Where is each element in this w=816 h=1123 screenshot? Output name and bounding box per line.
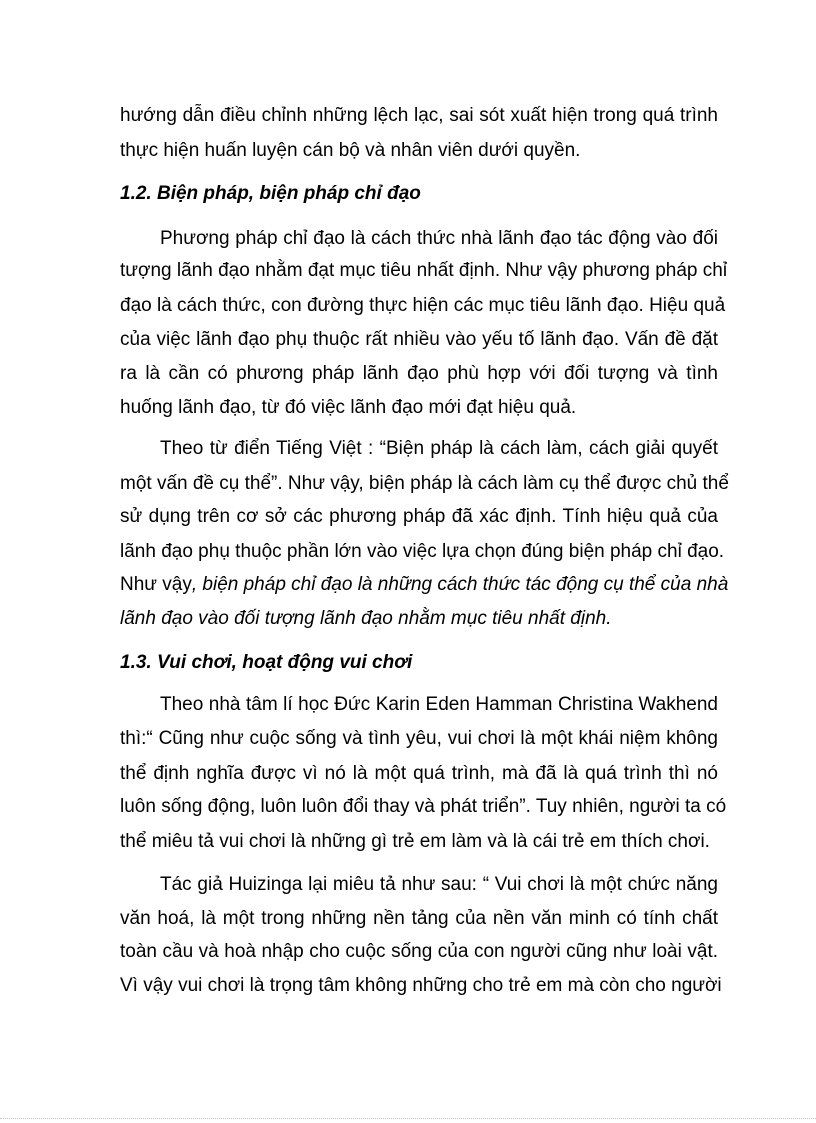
section-heading-1-3: 1.3. Vui chơi, hoạt động vui chơi [120, 652, 413, 673]
body-line: huống lãnh đạo, từ đó việc lãnh đạo mới đạt hiệu quả. [120, 397, 577, 418]
body-line: văn hoá, là một trong những nền tảng của nền văn minh có tính chất [120, 908, 718, 929]
body-line: tượng lãnh đạo nhằm đạt mục tiêu nhất định. Như vậy phương pháp chỉ [120, 260, 728, 281]
page-bottom-divider [0, 1118, 816, 1119]
section-heading-1-2: 1.2. Biện pháp, biện pháp chỉ đạo [120, 183, 421, 204]
body-line: thực hiện huấn luyện cán bộ và nhân viên dưới quyền. [120, 140, 581, 161]
body-line: Phương pháp chỉ đạo là cách thức nhà lãnh đạo tác động vào đối [160, 228, 718, 249]
body-line: lãnh đạo phụ thuộc phần lớn vào việc lựa chọn đúng biện pháp chỉ đạo. [120, 541, 725, 562]
body-line: sử dụng trên cơ sở các phương pháp đã xác định. Tính hiệu quả của [120, 506, 718, 527]
body-line: luôn sống động, luôn luôn đổi thay và phát triển”. Tuy nhiên, người ta có [120, 796, 727, 817]
body-line: Tác giả Huizinga lại miêu tả như sau: “ Vui chơi là một chức năng [160, 874, 718, 895]
body-line: Theo từ điển Tiếng Việt : “Biện pháp là cách làm, cách giải quyết [160, 438, 718, 459]
body-line-italic: lãnh đạo vào đối tượng lãnh đạo nhằm mục tiêu nhất định. [120, 608, 612, 629]
body-line: ra là cần có phương pháp lãnh đạo phù hợp với đối tượng và tình [120, 363, 718, 384]
body-line: thể định nghĩa được vì nó là một quá trình, mà đã là quá trình thì nó [120, 763, 718, 784]
body-line: Vì vậy vui chơi là trọng tâm không những cho trẻ em mà còn cho người [120, 975, 722, 996]
body-line: thì:“ Cũng như cuộc sống và tình yêu, vui chơi là một khái niệm không [120, 728, 718, 749]
body-line: đạo là cách thức, con đường thực hiện các mục tiêu lãnh đạo. Hiệu quả [120, 295, 726, 316]
text-plain: Như vậy [120, 574, 192, 595]
body-line: của việc lãnh đạo phụ thuộc rất nhiều vào yếu tố lãnh đạo. Vấn đề đặt [120, 329, 718, 350]
body-line: một vấn đề cụ thể”. Như vậy, biện pháp là cách làm cụ thể được chủ thể [120, 473, 729, 494]
body-line-mixed [120, 573, 729, 597]
body-line: thể miêu tả vui chơi là những gì trẻ em làm và là cái trẻ em thích chơi. [120, 831, 710, 852]
body-line: hướng dẫn điều chỉnh những lệch lạc, sai sót xuất hiện trong quá trình [120, 105, 718, 126]
text-italic-emphasis: , biện pháp chỉ đạo là những cách thức tác động cụ thể của nhà [191, 574, 729, 595]
body-line: Theo nhà tâm lí học Đức Karin Eden Hamman Christina Wakhend [160, 694, 718, 715]
body-line: toàn cầu và hoà nhập cho cuộc sống của con người cũng như loài vật. [120, 941, 718, 962]
